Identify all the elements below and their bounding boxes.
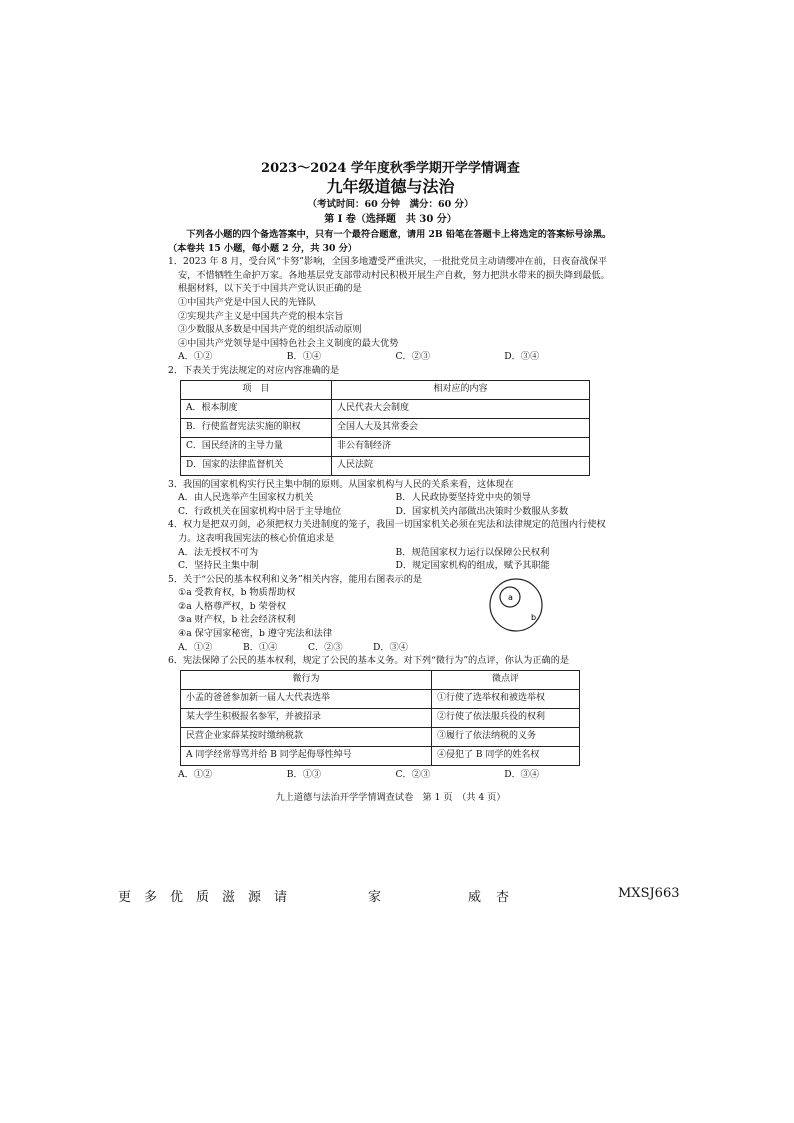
- venn-diagram: [486, 575, 546, 635]
- table-row: [181, 746, 580, 765]
- option-c: C．②③: [395, 768, 431, 780]
- option-c: C．行政机关在国家机构中居于主导地位: [178, 505, 342, 517]
- banner-char: 威: [468, 890, 482, 905]
- table-row: [181, 418, 590, 437]
- statement: ②实现共产主义是中国共产党的根本宗旨: [178, 310, 344, 322]
- banner-char: 质: [196, 890, 210, 905]
- exam-page: [168, 160, 613, 805]
- option-b: B．规范国家权力运行以保障公民权利: [395, 546, 550, 558]
- table-cell: A．根本制度: [181, 399, 332, 418]
- option-d: D．国家机关内部做出决策时少数服从多数: [395, 505, 569, 517]
- option-d: D．③④: [504, 768, 540, 780]
- options: [168, 641, 438, 655]
- option-d: D．③④: [373, 641, 408, 653]
- statement: ④中国共产党领导是中国特色社会主义制度的最大优势: [178, 337, 399, 349]
- table-header: 微行为: [181, 670, 432, 689]
- banner-char: 优: [170, 890, 184, 905]
- table-row: [181, 708, 580, 727]
- option-b: B．①④: [286, 351, 322, 363]
- table-cell: 非公有制经济: [332, 437, 590, 456]
- question-stem: 5．关于“公民的基本权利和义务”相关内容，能用右图表示的是: [168, 573, 423, 585]
- table-header: 微点评: [432, 670, 580, 689]
- page-footer: 九上道德与法治开学学情调查试卷 第 1 页 （共 4 页）: [275, 792, 506, 804]
- question-1: [168, 255, 613, 364]
- banner-char: 源: [248, 890, 262, 905]
- table-cell: ④侵犯了 B 同学的姓名权: [432, 746, 580, 765]
- banner-code: MXSJ663: [618, 886, 680, 901]
- option-d: D．③④: [504, 351, 540, 363]
- banner-char: 杏: [496, 890, 510, 905]
- instruction: 下列各小题的四个备选答案中，只有一个最符合题意，请用 2B 铅笔在答题卡上将选定的答案标号涂黑。（本卷共 15 小题，每小题 2 分，共 30 分）: [168, 229, 612, 254]
- table-cell: D．国家的法律监督机关: [181, 456, 332, 475]
- table-cell: 全国人大及其常委会: [332, 418, 590, 437]
- question-stem: 4．权力是把双刃剑，必须把权力关进制度的笼子，我国一切国家机关必须在宪法和法律规定的范围内行使权力。这表明我国宪法的核心价值追求是: [168, 519, 606, 544]
- question-5: [168, 573, 613, 655]
- watermark-banner: [118, 886, 678, 906]
- table-row: [181, 437, 590, 456]
- table-row: [181, 399, 590, 418]
- banner-char: 多: [144, 890, 158, 905]
- exam-time-info: （考试时间：60 分钟 满分：60 分）: [307, 199, 474, 210]
- statement: ①a 受教育权，b 物质帮助权: [178, 587, 296, 599]
- table-header-row: [181, 670, 580, 689]
- table-header-row: [181, 380, 590, 399]
- option-b: B．①④: [243, 641, 278, 653]
- table-cell: B．行使监督宪法实施的职权: [181, 418, 332, 437]
- table-cell: 小孟的爸爸参加新一届人大代表选举: [181, 689, 432, 708]
- statement: ②a 人格尊严权，b 荣誉权: [178, 600, 287, 612]
- question-stem: 2．下表关于宪法规定的对应内容准确的是: [168, 364, 340, 376]
- question-4: [168, 518, 613, 572]
- question-6: [168, 654, 613, 781]
- question-2: [168, 364, 613, 476]
- exam-title: 2023～2024 学年度秋季学期开学学情调查: [261, 161, 520, 176]
- options: [168, 546, 613, 573]
- option-a: A．①②: [178, 351, 213, 363]
- option-a: A．法无授权不可为: [178, 546, 259, 558]
- table-cell: 人民代表大会制度: [332, 399, 590, 418]
- table-cell: ②行使了依法服兵役的权利: [432, 708, 580, 727]
- behavior-table: [180, 670, 580, 766]
- options: [168, 491, 613, 518]
- question-3: [168, 478, 613, 519]
- constitution-table: [180, 380, 590, 476]
- exam-subject: 九年级道德与法治: [326, 177, 455, 196]
- option-b: B．人民政协要坚持党中央的领导: [395, 492, 531, 504]
- question-stem: 1．2023 年 8 月，受台风“卡努”影响，全国多地遭受严重洪灾，一批批党员主动请缨冲在前，日夜奋战保平安，不惜牺牲生命护万家。各地基层党支部带动村民积极开展生产自救，努力把洪水带来的损失降到最低。根据材料，以下关于中国共产党认识正确的是: [168, 256, 610, 295]
- venn-label-a: a: [508, 592, 513, 602]
- table-cell: C．国民经济的主导力量: [181, 437, 332, 456]
- option-a: A．①②: [178, 768, 213, 780]
- banner-char: 家: [368, 890, 382, 905]
- option-c: C．②③: [395, 351, 431, 363]
- statement: ③a 财产权，b 社会经济权利: [178, 614, 296, 626]
- table-row: [181, 456, 590, 475]
- option-d: D．规定国家机构的组成，赋予其职能: [395, 560, 550, 572]
- statement: ③少数服从多数是中国共产党的组织活动原则: [178, 324, 362, 336]
- question-stem: 6．宪法保障了公民的基本权利，规定了公民的基本义务。对下列“微行为”的点评，你认为正确的是: [168, 655, 570, 667]
- banner-char: 更: [118, 890, 132, 905]
- option-a: A．①②: [178, 641, 213, 653]
- option-c: C．②③: [308, 641, 343, 653]
- table-cell: 人民法院: [332, 456, 590, 475]
- section-title: 第 I 卷（选择题 共 30 分）: [324, 214, 457, 225]
- table-header: 项 目: [181, 380, 332, 399]
- table-cell: A 同学经常辱骂并给 B 同学起侮辱性绰号: [181, 746, 432, 765]
- option-b: B．①③: [286, 768, 322, 780]
- statement: ④a 保守国家秘密，b 遵守宪法和法律: [178, 628, 333, 640]
- options: [168, 350, 613, 364]
- table-cell: ①行使了选举权和被选举权: [432, 689, 580, 708]
- option-a: A．由人民选举产生国家权力机关: [178, 492, 314, 504]
- table-cell: 某大学生积极报名参军，并被招录: [181, 708, 432, 727]
- question-stem: 3．我国的国家机构实行民主集中制的原则。从国家机构与人民的关系来看，这体现在: [168, 478, 514, 490]
- table-header: 相对应的内容: [332, 380, 590, 399]
- banner-char: 滋: [222, 890, 236, 905]
- statement: ①中国共产党是中国人民的先锋队: [178, 296, 316, 308]
- banner-char: 请: [274, 890, 288, 905]
- option-c: C．坚持民主集中制: [178, 560, 259, 572]
- table-cell: ③履行了依法纳税的义务: [432, 727, 580, 746]
- venn-label-b: b: [531, 612, 537, 622]
- table-row: [181, 727, 580, 746]
- table-row: [181, 689, 580, 708]
- options: [168, 768, 613, 782]
- table-cell: 民营企业家薛某按时缴纳税款: [181, 727, 432, 746]
